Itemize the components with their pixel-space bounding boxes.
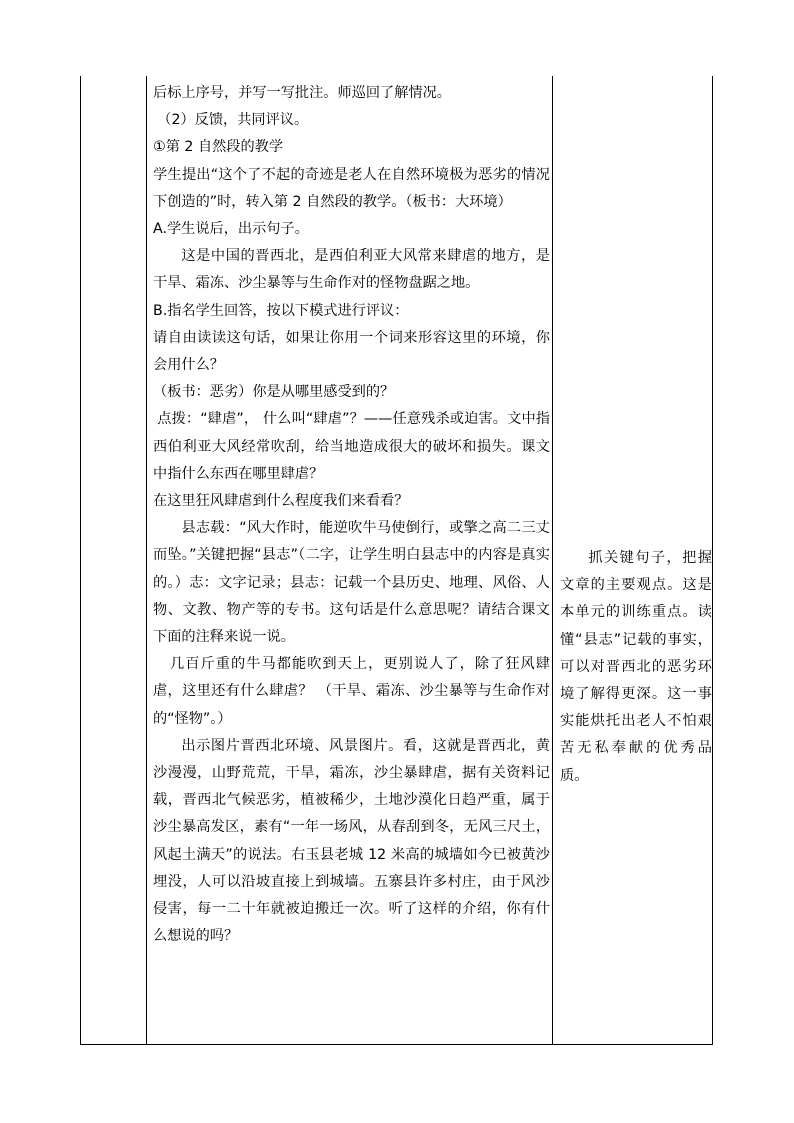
paragraph-1: 后标上序号，并写一写批注。师巡回了解情况。 [153,85,451,101]
paragraph-4: 学生提出“这个了不起的奇迹是老人在自然环境极为恶劣的情况下创造的”时，转入第 2 自然段的教学。（板书：大环境） [153,166,550,210]
paragraph-14: 出示图片晋西北环境、风景图片。看，这就是晋西北，黄沙漫漫，山野荒荒，干旱，霜冻，沙尘暴肆虐，据有关资料记载，晋西北气候恶劣，植被稀少，土地沙漠化日趋严重，属于沙尘暴高发区，素有“一年一场风，从春刮到冬，无风三尺土，风起土满天”的说法。右玉县老城 12 米高的城墙如今已被黄沙埋没，人可以沿坡直接上到城墙。五寨县许多村庄，由于风沙侵害，每一二十年就被迫搬迁一次。听了这样的介绍，你有什么想说的吗？ [153,737,550,945]
paragraph-6: 这是中国的晋西北，是西伯利亚大风常来肆虐的地方，是干旱、霜冻、沙尘暴等与生命作对的怪物盘踞之地。 [153,248,550,292]
paragraph-7: B.指名学生回答，按以下模式进行评议： [153,302,409,319]
paragraph-8: 请自由读读这句话，如果让你用一个词来形容这里的环境，你会用什么？ [153,329,550,374]
paragraph-3: ①第 2 自然段的教学 [153,139,284,156]
column-divider-right [552,76,553,1045]
paragraph-2: （2）反馈，共同评议。 [157,112,309,129]
design-note-column [560,545,712,790]
teaching-process-column [153,80,550,951]
paragraph-12: 县志载：“风大作时，能逆吹牛马使倒行，或擎之高二三丈而坠。”关键把握“县志”（二字，让学生明白县志中的内容是真实的。）志：文字记录；县志：记载一个县历史、地理、风俗、人物、文教、物产等的专书。这句话是什么意思呢？请结合课文下面的注释来说一说。 [153,520,550,646]
design-note: 抓关键句子，把握文章的主要观点。这是本单元的训练重点。读懂“县志”记载的事实，可以对晋西北的恶劣环境了解得更深。这一事实能烘托出老人不怕艰苦无私奉献的优秀品质。 [560,550,712,784]
paragraph-5: A.学生说后，出示句子。 [153,221,309,238]
column-divider-left [146,76,147,1045]
paragraph-13: 几百斤重的牛马都能吹到天上，更别说人了，除了狂风肆虐，这里还有什么肆虐？ （干旱、霜冻、沙尘暴等与生命作对的“怪物”。） [153,656,550,727]
paragraph-9: （板书：恶劣）你是从哪里感受到的？ [153,384,395,401]
paragraph-11: 在这里狂风肆虐到什么程度我们来看看？ [153,493,409,510]
paragraph-10: 点拨：“肆虐”， 什么叫“肆虐”？——任意残杀或迫害。文中指西伯利亚大风经常吹刮，给当地造成很大的破坏和损失。课文中指什么东西在哪里肆虐？ [153,411,550,482]
